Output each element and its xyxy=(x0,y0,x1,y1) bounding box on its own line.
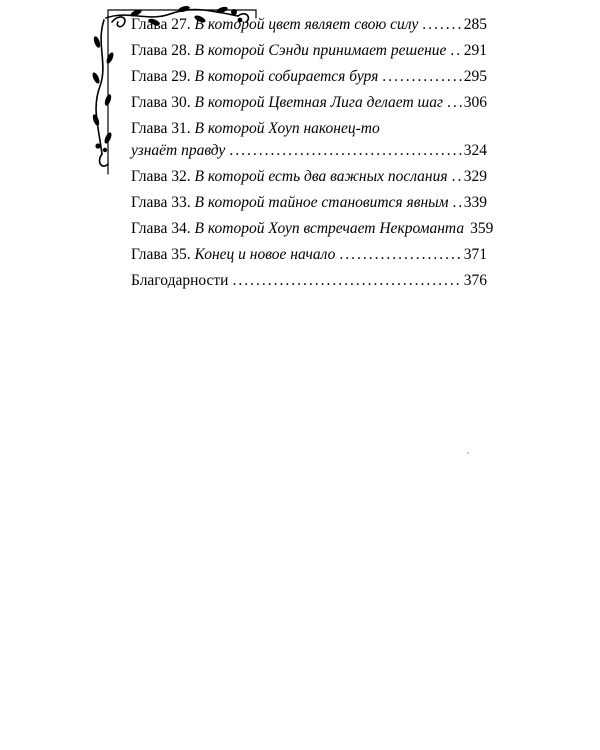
chapter-title: В которой Хоуп наконец-то xyxy=(194,120,380,137)
chapter-number: Глава 32. xyxy=(131,168,191,185)
page-number: 359 xyxy=(470,220,494,237)
dot-leader xyxy=(422,14,462,36)
page-number: 339 xyxy=(463,194,487,211)
chapter-number: Глава 29. xyxy=(131,68,191,85)
dot-leader xyxy=(452,166,462,188)
chapter-number: Глава 31. xyxy=(131,120,191,137)
toc-entry-27[interactable] xyxy=(131,14,487,36)
page-number: 295 xyxy=(463,68,487,85)
table-of-contents xyxy=(131,14,494,296)
toc-entry-acknowledgements[interactable] xyxy=(131,270,487,292)
toc-entry-33[interactable] xyxy=(131,192,487,214)
toc-entry-31[interactable] xyxy=(131,118,487,162)
chapter-title: В которой цвет являет свою силу xyxy=(194,16,419,33)
chapter-number: Глава 34. xyxy=(131,220,191,237)
dot-leader xyxy=(232,270,461,292)
page-number: 371 xyxy=(463,246,487,263)
chapter-title: В которой Цветная Лига делает шаг xyxy=(194,94,444,111)
toc-entry-28[interactable] xyxy=(131,40,487,62)
toc-entry-30[interactable] xyxy=(131,92,487,114)
chapter-title: В которой Сэнди принимает решение xyxy=(194,42,447,59)
chapter-number: Глава 33. xyxy=(131,194,191,211)
chapter-title: В которой есть два важных послания xyxy=(194,168,448,185)
dot-leader xyxy=(447,92,462,114)
chapter-title: В которой Хоуп встречает Некроманта xyxy=(194,220,465,237)
paper-speck xyxy=(467,452,469,454)
chapter-title-continued: узнаёт правду xyxy=(131,142,226,159)
chapter-title: В которой тайное становится явным xyxy=(194,194,449,211)
dot-leader xyxy=(229,140,461,162)
page-number: 324 xyxy=(463,142,487,159)
dot-leader xyxy=(339,244,461,266)
toc-entry-35[interactable] xyxy=(131,244,487,266)
chapter-title: В которой собирается буря xyxy=(194,68,379,85)
page-number: 329 xyxy=(463,168,487,185)
dot-leader xyxy=(382,66,461,88)
chapter-number: Глава 28. xyxy=(131,42,191,59)
page-number: 291 xyxy=(463,42,487,59)
toc-entry-29[interactable] xyxy=(131,66,487,88)
toc-entry-32[interactable] xyxy=(131,166,487,188)
page-number: 376 xyxy=(463,272,487,289)
toc-entry-line xyxy=(131,118,487,140)
page-number: 306 xyxy=(463,94,487,111)
toc-entry-34[interactable] xyxy=(131,218,494,240)
chapter-number: Глава 27. xyxy=(131,16,191,33)
toc-entry-line xyxy=(131,140,487,162)
dot-leader xyxy=(450,40,461,62)
page-number: 285 xyxy=(463,16,487,33)
dot-leader xyxy=(453,192,462,214)
chapter-number: Глава 35. xyxy=(131,246,191,263)
section-title: Благодарности xyxy=(131,272,229,289)
chapter-title: Конец и новое начало xyxy=(194,246,336,263)
chapter-number: Глава 30. xyxy=(131,94,191,111)
